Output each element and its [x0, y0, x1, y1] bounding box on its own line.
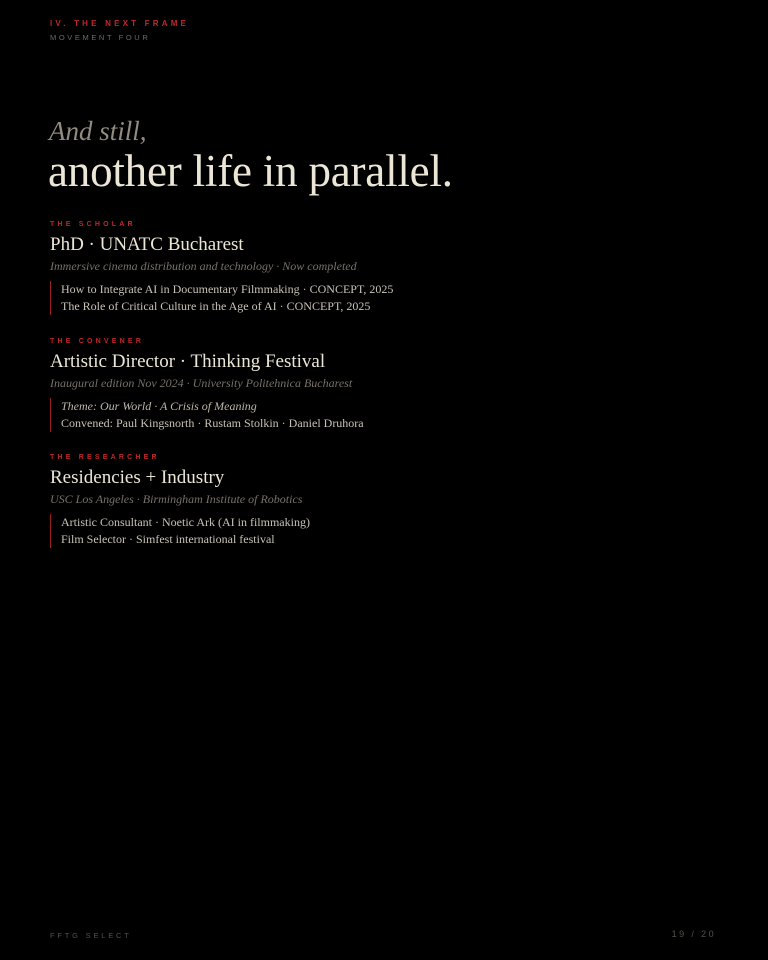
- detail-block: [50, 281, 710, 315]
- section-scholar: [50, 220, 710, 315]
- section-kicker: IV. THE NEXT FRAME: [50, 19, 190, 28]
- section-meta: Immersive cinema distribution and technology · Now completed: [50, 259, 357, 273]
- section-sub-kicker: MOVEMENT FOUR: [50, 33, 151, 42]
- section-meta: Inaugural edition Nov 2024 · University Politehnica Bucharest: [50, 376, 353, 390]
- festival-speakers: Convened: Paul Kingsnorth · Rustam Stolkin · Daniel Druhora: [61, 416, 364, 430]
- section-convener: [50, 337, 710, 432]
- section-meta: USC Los Angeles · Birmingham Institute of Robotics: [50, 492, 303, 506]
- section-researcher: [50, 453, 710, 548]
- role-item: Artistic Consultant · Noetic Ark (AI in filmmaking): [61, 515, 310, 529]
- role-item: Film Selector · Simfest international festival: [61, 532, 275, 546]
- section-title: PhD · UNATC Bucharest: [50, 234, 244, 255]
- detail-block: [50, 398, 710, 432]
- publication-item: How to Integrate AI in Documentary Filmmaking · CONCEPT, 2025: [61, 282, 394, 296]
- detail-block: [50, 514, 710, 548]
- page-indicator: 19 / 20: [671, 929, 716, 939]
- section-label: THE CONVENER: [50, 338, 145, 345]
- section-label: THE RESEARCHER: [50, 454, 160, 461]
- footer-brand: FFTG SELECT: [50, 931, 132, 940]
- section-label: THE SCHOLAR: [50, 221, 136, 228]
- headline-intro: And still,: [49, 116, 147, 146]
- page-title: another life in parallel.: [48, 146, 453, 196]
- section-title: Artistic Director · Thinking Festival: [50, 351, 326, 372]
- publication-item: The Role of Critical Culture in the Age of AI · CONCEPT, 2025: [61, 299, 371, 313]
- festival-theme: Theme: Our World · A Crisis of Meaning: [61, 399, 257, 413]
- section-title: Residencies + Industry: [50, 467, 225, 488]
